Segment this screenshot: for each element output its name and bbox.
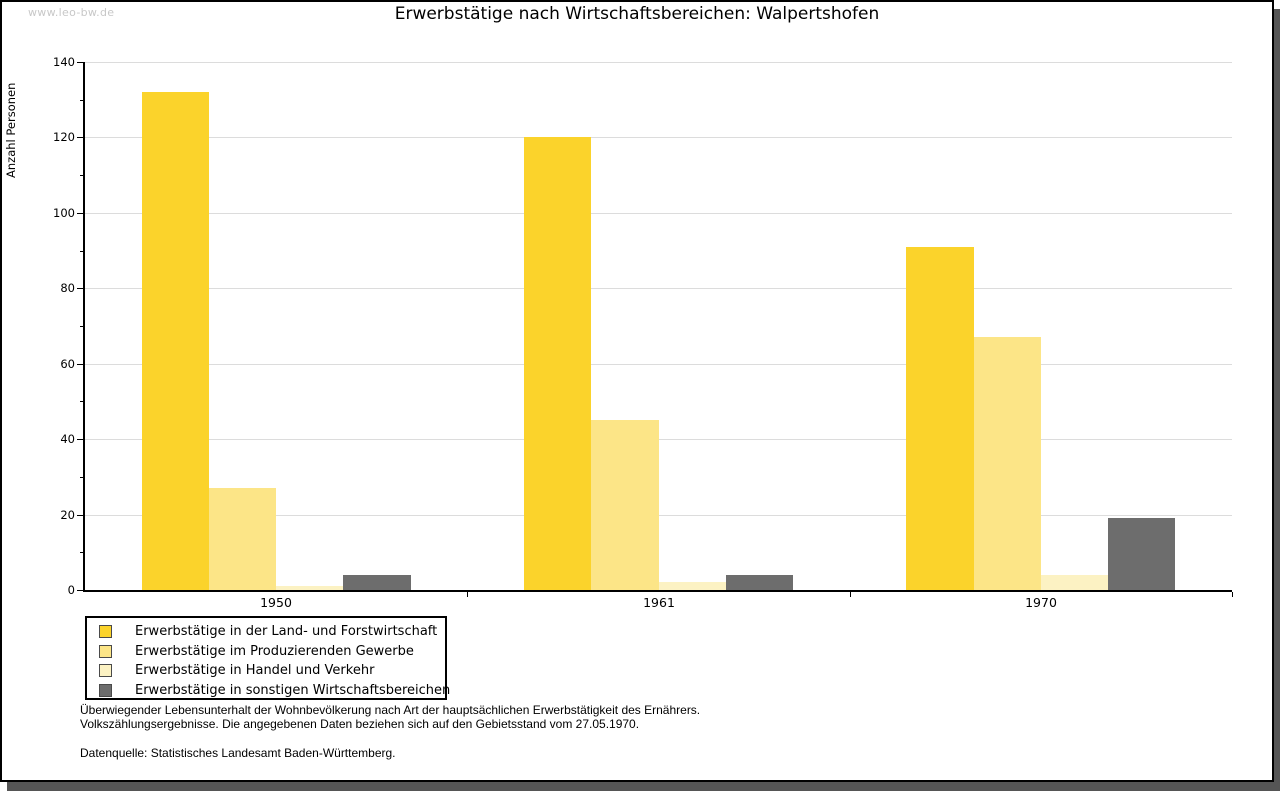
footnote-line-2: Volkszählungsergebnisse. Die angegebenen Daten beziehen sich auf den Gebietsstand vom 27.05.1970. xyxy=(80,717,640,731)
chart-title: Erwerbstätige nach Wirtschaftsbereichen: Walpertshofen xyxy=(394,4,880,24)
y-axis-minor-tick xyxy=(80,251,84,252)
y-axis-minor-tick xyxy=(80,326,84,327)
bar xyxy=(142,92,209,590)
x-axis-tick xyxy=(467,592,468,597)
y-axis-tick-label: 80 xyxy=(60,281,75,295)
bar xyxy=(591,420,659,590)
bar xyxy=(1108,518,1175,590)
y-axis-tick-label: 140 xyxy=(53,55,75,69)
y-axis-tick-label: 120 xyxy=(53,130,75,144)
legend-row xyxy=(87,642,445,662)
y-axis-major-tick xyxy=(77,364,84,365)
grid-line xyxy=(85,288,1232,289)
grid-line xyxy=(85,137,1232,138)
bar xyxy=(343,575,411,590)
y-axis-minor-tick xyxy=(80,552,84,553)
bar xyxy=(906,247,974,590)
legend-row xyxy=(87,681,451,701)
y-axis-major-tick xyxy=(77,213,84,214)
y-axis-tick-label: 100 xyxy=(53,206,75,220)
legend-label: Erwerbstätige in der Land- und Forstwirtschaft xyxy=(135,624,438,640)
grid-line xyxy=(85,213,1232,214)
y-axis-minor-tick xyxy=(80,401,84,402)
bar xyxy=(726,575,793,590)
grid-line xyxy=(85,62,1232,63)
bar xyxy=(1041,575,1108,590)
grid-line xyxy=(85,364,1232,365)
y-axis-major-tick xyxy=(77,439,84,440)
x-axis-category-label: 1970 xyxy=(1025,595,1057,610)
y-axis-major-tick xyxy=(77,515,84,516)
legend-label: Erwerbstätige im Produzierenden Gewerbe xyxy=(135,643,414,659)
footnotes xyxy=(80,703,700,760)
y-axis-major-tick xyxy=(77,590,84,591)
x-axis-category-label: 1961 xyxy=(643,595,675,610)
y-axis-tick-label: 0 xyxy=(67,583,75,597)
x-axis-tick xyxy=(1232,592,1233,597)
legend-label: Erwerbstätige in sonstigen Wirtschaftsbereichen xyxy=(135,682,451,698)
footnote-line-1: Überwiegender Lebensunterhalt der Wohnbevölkerung nach Art der hauptsächlichen Erwerbstätigkeit des Ernährers. xyxy=(80,703,701,717)
legend xyxy=(85,616,451,700)
y-axis-minor-tick xyxy=(80,477,84,478)
y-axis-major-tick xyxy=(77,62,84,63)
legend-swatch xyxy=(99,684,112,697)
watermark: www.leo-bw.de xyxy=(28,6,115,19)
y-axis-major-tick xyxy=(77,137,84,138)
bar xyxy=(209,488,276,590)
legend-swatch xyxy=(99,645,112,658)
x-axis-category-label: 1950 xyxy=(260,595,292,610)
x-axis-tick xyxy=(850,592,851,597)
bar xyxy=(659,582,726,590)
y-axis-major-tick xyxy=(77,288,84,289)
footnote-source: Datenquelle: Statistisches Landesamt Baden-Württemberg. xyxy=(80,746,396,760)
bar xyxy=(974,337,1041,590)
y-axis-label: Anzahl Personen xyxy=(4,82,18,178)
legend-row xyxy=(87,661,445,681)
legend-swatch xyxy=(99,664,112,677)
legend-row xyxy=(87,622,445,642)
bar xyxy=(276,586,343,590)
legend-swatch xyxy=(99,625,112,638)
y-axis-tick-label: 40 xyxy=(60,432,75,446)
bar xyxy=(524,137,591,590)
y-axis-minor-tick xyxy=(80,100,84,101)
plot-area xyxy=(83,62,1232,592)
y-axis-tick-label: 20 xyxy=(60,508,75,522)
legend-label: Erwerbstätige in Handel und Verkehr xyxy=(135,663,375,679)
y-axis-minor-tick xyxy=(80,175,84,176)
y-axis-tick-label: 60 xyxy=(60,357,75,371)
